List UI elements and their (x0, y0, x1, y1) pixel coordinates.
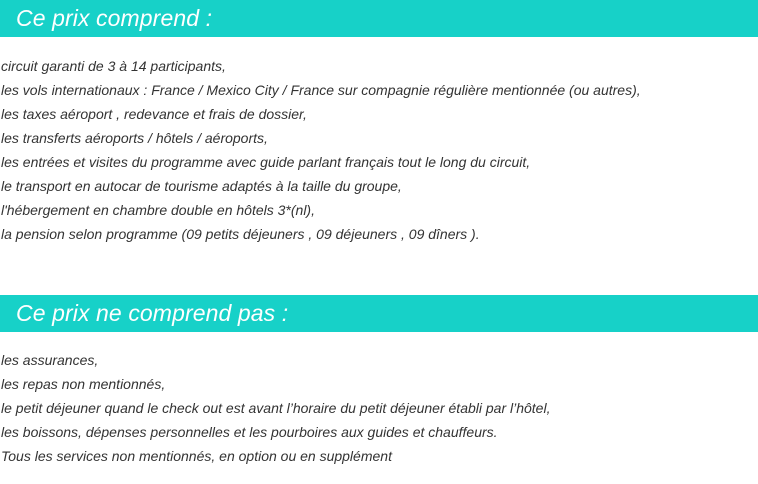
price-excludes-list (0, 348, 758, 468)
price-includes-header (0, 0, 758, 37)
list-item: les assurances, (1, 352, 99, 368)
list-item: circuit garanti de 3 à 14 participants, (1, 58, 226, 74)
list-item: les transferts aéroports / hôtels / aéroports, (1, 130, 268, 146)
list-item: le transport en autocar de tourisme adaptés à la taille du groupe, (1, 178, 402, 194)
list-item: les repas non mentionnés, (1, 376, 166, 392)
list-item: les vols internationaux : France / Mexico City / France sur compagnie régulière mentionnée (ou autres), (1, 82, 641, 98)
price-excludes-header (0, 295, 758, 332)
list-item: les boissons, dépenses personnelles et les pourboires aux guides et chauffeurs. (1, 424, 498, 440)
list-item: les entrées et visites du programme avec guide parlant français tout le long du circuit, (1, 154, 531, 170)
price-excludes-title: Ce prix ne comprend pas : (16, 300, 289, 326)
list-item: le petit déjeuner quand le check out est avant l’horaire du petit déjeuner établi par l’hôtel, (1, 400, 551, 416)
list-item: Tous les services non mentionnés, en option ou en supplément (1, 448, 392, 464)
price-includes-title: Ce prix comprend : (16, 5, 213, 31)
price-excludes-section (0, 295, 758, 468)
list-item: les taxes aéroport , redevance et frais de dossier, (1, 106, 307, 122)
list-item: la pension selon programme (09 petits déjeuners , 09 déjeuners , 09 dîners ). (1, 226, 480, 242)
price-includes-list (0, 54, 758, 246)
list-item: l'hébergement en chambre double en hôtels 3*(nl), (1, 202, 315, 218)
